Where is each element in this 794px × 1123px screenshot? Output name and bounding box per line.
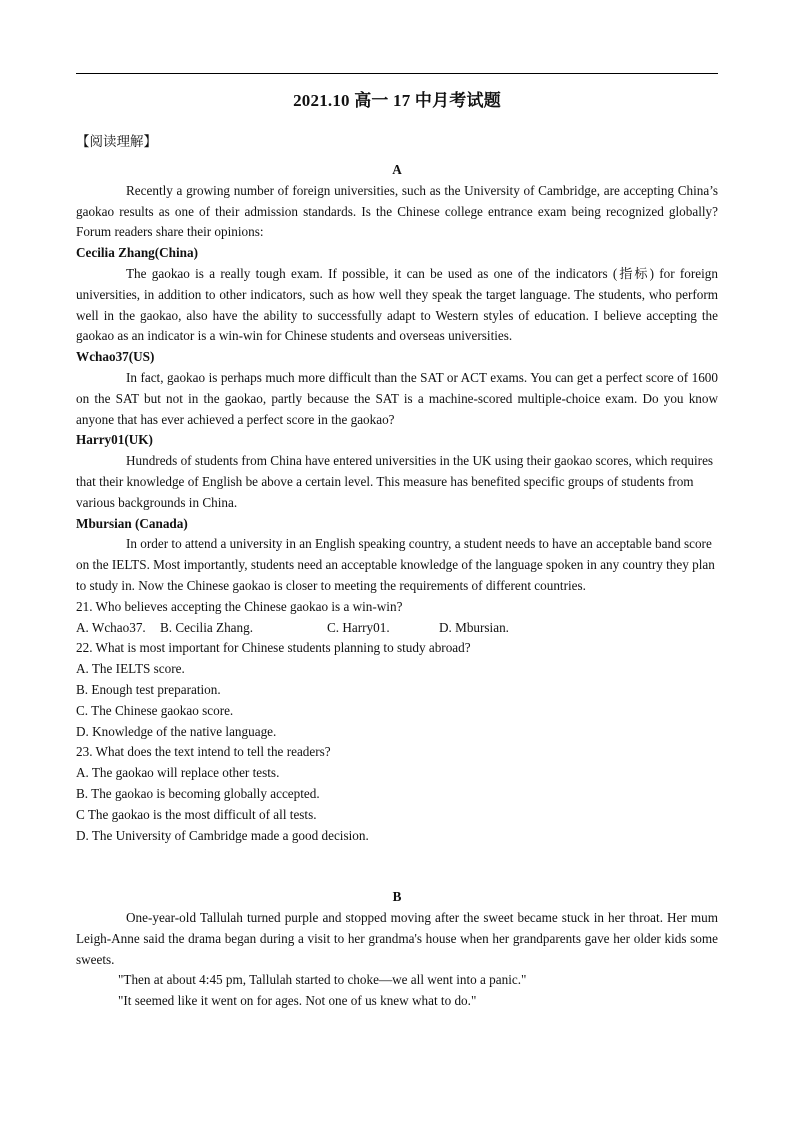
question-stem: 22. What is most important for Chinese students planning to study abroad? [76, 640, 471, 656]
option-a: A. The gaokao will replace other tests. [76, 765, 280, 781]
option-b: B. Cecilia Zhang. [160, 619, 254, 635]
question-options [76, 618, 718, 639]
option-a: A. The IELTS score. [76, 661, 185, 677]
speaker-name: Mbursian (Canada) [76, 515, 188, 531]
document-body [76, 160, 718, 1012]
option-c: C. The Chinese gaokao score. [76, 702, 234, 718]
question-stem: 23. What does the text intend to tell the readers? [76, 744, 331, 760]
option-d: D. Mbursian. [439, 619, 509, 635]
section-gap [76, 846, 718, 887]
option-a: A. Wchao37. [76, 619, 146, 635]
header-rule [76, 73, 718, 74]
question-stem: 21. Who believes accepting the Chinese gaokao is a win-win? [76, 598, 403, 614]
speaker-name: Wchao37(US) [76, 349, 155, 365]
passage-b-intro: One-year-old Tallulah turned purple and stopped moving after the sweet became stuck in her throat. Her mum Leigh-Anne said the drama began during a visit to her grandma's house when her grandparents gave her older kids some sweets. [76, 910, 718, 967]
option-b: B. The gaokao is becoming globally accepted. [76, 785, 320, 801]
speaker-name: Harry01(UK) [76, 432, 153, 448]
opinion-text: In order to attend a university in an English speaking country, a student needs to have an acceptable band score on the IELTS. Most importantly, students need an acceptable knowledge of the language spoken in any country they plan to study in. Now the Chinese gaokao is closer to meeting the requirements of different countries. [76, 536, 715, 593]
passage-b-quote: "Then at about 4:45 pm, Tallulah started to choke—we all went into a panic." [118, 972, 527, 988]
opinion-text: Hundreds of students from China have entered universities in the UK using their gaokao scores, which requires that their knowledge of English be above a certain level. This measure has benefited specific groups of students from various backgrounds in China. [76, 453, 714, 510]
passage-a-heading: A [392, 162, 402, 177]
passage-b-quote: "It seemed like it went on for ages. Not one of us knew what to do." [118, 993, 477, 1009]
section-label: 【阅读理解】 [76, 134, 157, 150]
option-d: D. The University of Cambridge made a good decision. [76, 827, 369, 843]
option-c: C The gaokao is the most difficult of all tests. [76, 806, 317, 822]
option-c: C. Harry01. [327, 619, 390, 635]
opinion-text: In fact, gaokao is perhaps much more difficult than the SAT or ACT exams. You can get a perfect score of 1600 on the SAT but not in the gaokao, partly because the SAT is a machine-scored multiple-choice exam. Do you know anyone that has ever achieved a perfect score in the gaokao? [76, 369, 718, 427]
speaker-name: Cecilia Zhang(China) [76, 245, 198, 261]
option-b: B. Enough test preparation. [76, 681, 221, 697]
passage-b-heading: B [392, 889, 402, 905]
option-d: D. Knowledge of the native language. [76, 723, 277, 739]
opinion-text: The gaokao is a really tough exam. If possible, it can be used as one of the indicators (指标) for foreign universities, in addition to other indicators, such as how well they speak the target language. The students, who perform well in the gaokao, also have the ability to successfully adapt to Western styles of education. I believe accepting the gaokao as an indicator is a win-win for Chinese students and overseas universities. [76, 265, 718, 344]
page-title: 2021.10 高一 17 中月考试题 [293, 91, 501, 110]
passage-a-intro: Recently a growing number of foreign universities, such as the University of Cambridge, are accepting China’s gaokao results as one of their admission standards. Is the Chinese college entrance exam being recognized globally? Forum readers share their opinions: [76, 182, 718, 240]
